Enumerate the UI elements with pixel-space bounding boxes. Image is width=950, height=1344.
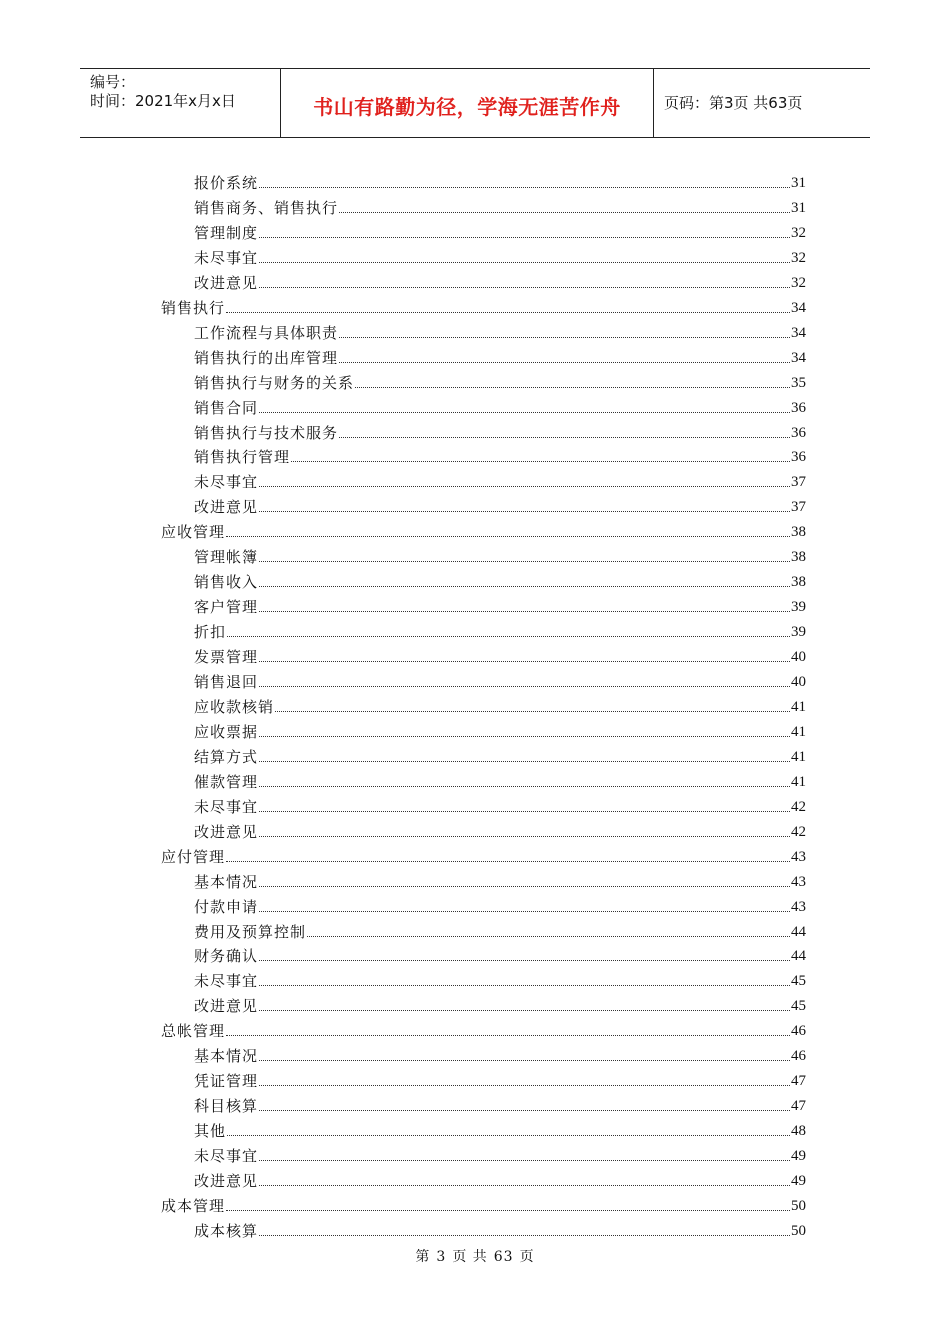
toc-dot-leader — [259, 785, 790, 787]
toc-entry[interactable] — [194, 667, 806, 692]
footer-total-pages: 63 — [493, 1249, 514, 1265]
toc-entry-page: 44 — [791, 923, 806, 940]
toc-entry-page: 38 — [791, 549, 806, 566]
toc-entry-title: 基本情况 — [194, 872, 259, 891]
toc-entry[interactable] — [194, 792, 806, 817]
header-left-cell — [80, 69, 281, 137]
toc-dot-leader — [259, 959, 790, 961]
toc-entry-page: 41 — [791, 748, 806, 765]
toc-entry-page: 50 — [791, 1197, 806, 1214]
toc-dot-leader — [259, 485, 790, 487]
toc-dot-leader — [355, 386, 790, 388]
toc-dot-leader — [227, 1134, 790, 1136]
toc-entry-title: 销售执行的出库管理 — [194, 348, 339, 367]
toc-entry-page: 47 — [791, 1073, 806, 1090]
toc-dot-leader — [226, 535, 790, 537]
page-footer — [0, 1246, 950, 1266]
toc-entry-title: 销售商务、销售执行 — [194, 198, 339, 217]
toc-entry[interactable] — [194, 742, 806, 767]
toc-entry-title: 凭证管理 — [194, 1072, 259, 1091]
toc-entry-page: 37 — [791, 499, 806, 516]
toc-entry-title: 未尽事宜 — [194, 1147, 259, 1166]
toc-entry[interactable] — [194, 193, 806, 218]
toc-entry-title: 客户管理 — [194, 598, 259, 617]
toc-entry[interactable] — [194, 393, 806, 418]
toc-entry-page: 45 — [791, 998, 806, 1015]
toc-dot-leader — [259, 1159, 790, 1161]
toc-entry[interactable] — [194, 442, 806, 467]
toc-entry-page: 46 — [791, 1023, 806, 1040]
toc-dot-leader — [259, 660, 790, 662]
toc-entry-page: 41 — [791, 723, 806, 740]
document-number-label: 编号： — [90, 73, 136, 91]
toc-entry-title: 其他 — [194, 1122, 227, 1141]
toc-entry[interactable] — [194, 1166, 806, 1191]
toc-entry-page: 32 — [791, 249, 806, 266]
toc-entry[interactable] — [161, 1191, 806, 1216]
toc-entry-page: 42 — [791, 798, 806, 815]
toc-entry-title: 管理帐簿 — [194, 548, 259, 567]
toc-entry-title: 财务确认 — [194, 947, 259, 966]
toc-entry-page: 36 — [791, 449, 806, 466]
toc-entry[interactable] — [194, 917, 806, 942]
toc-entry-page: 50 — [791, 1222, 806, 1239]
toc-entry-page: 39 — [791, 624, 806, 641]
toc-entry[interactable] — [194, 1091, 806, 1116]
page-header — [80, 68, 870, 138]
toc-dot-leader — [259, 1234, 790, 1236]
toc-dot-leader — [259, 1084, 790, 1086]
toc-dot-leader — [259, 261, 790, 263]
toc-entry-page: 38 — [791, 524, 806, 541]
toc-entry-title: 费用及预算控制 — [194, 922, 307, 941]
toc-dot-leader — [259, 1009, 790, 1011]
header-motto: 书山有路勤为径，学海无涯苦作舟 — [313, 95, 621, 119]
toc-entry-page: 49 — [791, 1148, 806, 1165]
toc-entry-title: 应收款核销 — [194, 697, 275, 716]
toc-entry[interactable] — [194, 492, 806, 517]
toc-dot-leader — [339, 336, 790, 338]
toc-entry-title: 催款管理 — [194, 772, 259, 791]
toc-entry-page: 34 — [791, 349, 806, 366]
toc-entry-title: 管理制度 — [194, 223, 259, 242]
toc-entry-page: 31 — [791, 199, 806, 216]
toc-entry-title: 总帐管理 — [161, 1022, 226, 1041]
toc-entry[interactable] — [194, 467, 806, 492]
toc-entry-title: 未尽事宜 — [194, 248, 259, 267]
toc-dot-leader — [259, 610, 790, 612]
toc-entry-page: 41 — [791, 698, 806, 715]
header-middle-cell — [281, 69, 654, 137]
toc-entry[interactable] — [194, 243, 806, 268]
toc-entry[interactable] — [161, 1016, 806, 1041]
toc-dot-leader — [339, 436, 790, 438]
toc-dot-leader — [259, 1109, 790, 1111]
header-page-label: 页码：第3页 共63页 — [664, 94, 803, 112]
toc-entry[interactable] — [194, 892, 806, 917]
toc-entry-title: 成本核算 — [194, 1221, 259, 1240]
toc-entry[interactable] — [194, 368, 806, 393]
toc-entry[interactable] — [161, 842, 806, 867]
toc-entry-title: 销售执行 — [161, 298, 226, 317]
toc-entry[interactable] — [194, 542, 806, 567]
toc-dot-leader — [259, 560, 790, 562]
toc-entry-page: 40 — [791, 674, 806, 690]
toc-dot-leader — [275, 710, 790, 712]
toc-entry-page: 46 — [791, 1048, 806, 1065]
toc-entry[interactable] — [194, 168, 806, 193]
toc-entry-title: 折扣 — [194, 623, 227, 642]
toc-dot-leader — [307, 935, 790, 937]
toc-dot-leader — [226, 860, 790, 862]
toc-dot-leader — [226, 311, 790, 313]
toc-dot-leader — [259, 735, 790, 737]
footer-suffix: 页 — [519, 1249, 535, 1265]
toc-entry[interactable] — [194, 1066, 806, 1091]
toc-entry-page: 34 — [791, 299, 806, 316]
toc-entry-page: 31 — [791, 175, 806, 191]
toc-entry-title: 销售收入 — [194, 573, 259, 592]
toc-entry-title: 改进意见 — [194, 997, 259, 1016]
toc-entry[interactable] — [194, 941, 806, 966]
toc-entry-title: 基本情况 — [194, 1047, 259, 1066]
toc-entry-page: 47 — [791, 1098, 806, 1115]
toc-dot-leader — [259, 1184, 790, 1186]
toc-dot-leader — [339, 361, 790, 363]
toc-dot-leader — [259, 685, 790, 687]
toc-entry-title: 未尽事宜 — [194, 972, 259, 991]
toc-entry[interactable] — [194, 692, 806, 717]
toc-entry-title: 发票管理 — [194, 648, 259, 667]
toc-dot-leader — [259, 810, 790, 812]
toc-entry-page: 36 — [791, 399, 806, 416]
footer-current-page: 3 — [436, 1249, 447, 1265]
toc-entry-page: 40 — [791, 649, 806, 666]
toc-dot-leader — [226, 1209, 790, 1211]
toc-dot-leader — [339, 211, 790, 213]
toc-entry-title: 成本管理 — [161, 1196, 226, 1215]
toc-entry-page: 44 — [791, 948, 806, 965]
toc-entry-title: 未尽事宜 — [194, 473, 259, 492]
toc-entry-title: 改进意见 — [194, 498, 259, 517]
toc-dot-leader — [259, 885, 790, 887]
toc-entry-title: 改进意见 — [194, 273, 259, 292]
toc-entry[interactable] — [194, 592, 806, 617]
toc-entry-title: 销售合同 — [194, 398, 259, 417]
toc-entry[interactable] — [194, 966, 806, 991]
toc-entry-title: 科目核算 — [194, 1097, 259, 1116]
toc-dot-leader — [259, 585, 790, 587]
toc-entry[interactable] — [194, 991, 806, 1016]
toc-entry-page: 35 — [791, 374, 806, 391]
toc-entry-page: 36 — [791, 424, 806, 441]
toc-entry[interactable] — [161, 517, 806, 542]
toc-entry[interactable] — [194, 1141, 806, 1166]
toc-entry-page: 37 — [791, 474, 806, 491]
toc-entry-page: 38 — [791, 574, 806, 591]
document-time-label: 时间：2021年x月x日 — [90, 92, 236, 110]
toc-entry-title: 付款申请 — [194, 897, 259, 916]
toc-entry[interactable] — [194, 318, 806, 343]
toc-dot-leader — [259, 411, 790, 413]
toc-entry-title: 销售执行管理 — [194, 448, 291, 467]
toc-entry[interactable] — [194, 343, 806, 368]
footer-middle: 页 共 — [452, 1249, 488, 1265]
toc-entry-page: 43 — [791, 848, 806, 865]
toc-entry[interactable] — [194, 1116, 806, 1141]
toc-entry[interactable] — [194, 218, 806, 243]
toc-entry[interactable] — [194, 567, 806, 592]
toc-entry-page: 45 — [791, 973, 806, 990]
toc-entry-title: 改进意见 — [194, 822, 259, 841]
footer-prefix: 第 — [415, 1249, 431, 1265]
toc-dot-leader — [226, 1034, 790, 1036]
toc-dot-leader — [259, 510, 790, 512]
toc-dot-leader — [227, 635, 790, 637]
toc-entry[interactable] — [194, 268, 806, 293]
toc-entry[interactable] — [194, 642, 806, 667]
toc-dot-leader — [259, 984, 790, 986]
header-right-cell — [654, 69, 870, 137]
toc-entry[interactable] — [194, 418, 806, 443]
toc-entry-page: 39 — [791, 599, 806, 616]
toc-entry-page: 34 — [791, 324, 806, 341]
toc-entry[interactable] — [194, 717, 806, 742]
toc-entry-page: 48 — [791, 1123, 806, 1140]
toc-entry-page: 32 — [791, 274, 806, 291]
toc-dot-leader — [259, 236, 790, 238]
toc-entry[interactable] — [194, 867, 806, 892]
toc-entry[interactable] — [194, 617, 806, 642]
toc-dot-leader — [259, 1059, 790, 1061]
toc-entry-page: 49 — [791, 1173, 806, 1189]
toc-entry[interactable] — [194, 1216, 806, 1241]
toc-entry-title: 应付管理 — [161, 847, 226, 866]
toc-entry-title: 销售执行与财务的关系 — [194, 373, 355, 392]
toc-entry-title: 应收管理 — [161, 523, 226, 542]
toc-dot-leader — [259, 286, 790, 288]
toc-dot-leader — [259, 760, 790, 762]
toc-entry-title: 销售执行与技术服务 — [194, 423, 339, 442]
toc-entry-page: 32 — [791, 224, 806, 241]
toc-entry-title: 改进意见 — [194, 1172, 259, 1190]
toc-entry[interactable] — [194, 817, 806, 842]
toc-entry-page: 43 — [791, 898, 806, 915]
toc-entry-title: 工作流程与具体职责 — [194, 323, 339, 342]
toc-dot-leader — [259, 835, 790, 837]
toc-dot-leader — [291, 460, 790, 462]
toc-entry-title: 销售退回 — [194, 673, 259, 691]
toc-dot-leader — [259, 910, 790, 912]
toc-entry[interactable] — [194, 1041, 806, 1066]
toc-entry-title: 应收票据 — [194, 722, 259, 741]
toc-entry-title: 未尽事宜 — [194, 797, 259, 816]
toc-entry-title: 报价系统 — [194, 174, 259, 192]
toc-entry-page: 42 — [791, 823, 806, 840]
toc-entry-page: 41 — [791, 773, 806, 790]
toc-entry-title: 结算方式 — [194, 747, 259, 766]
toc-dot-leader — [259, 186, 790, 188]
toc-entry[interactable] — [194, 767, 806, 792]
toc-entry[interactable] — [161, 293, 806, 318]
toc-entry-page: 43 — [791, 873, 806, 890]
